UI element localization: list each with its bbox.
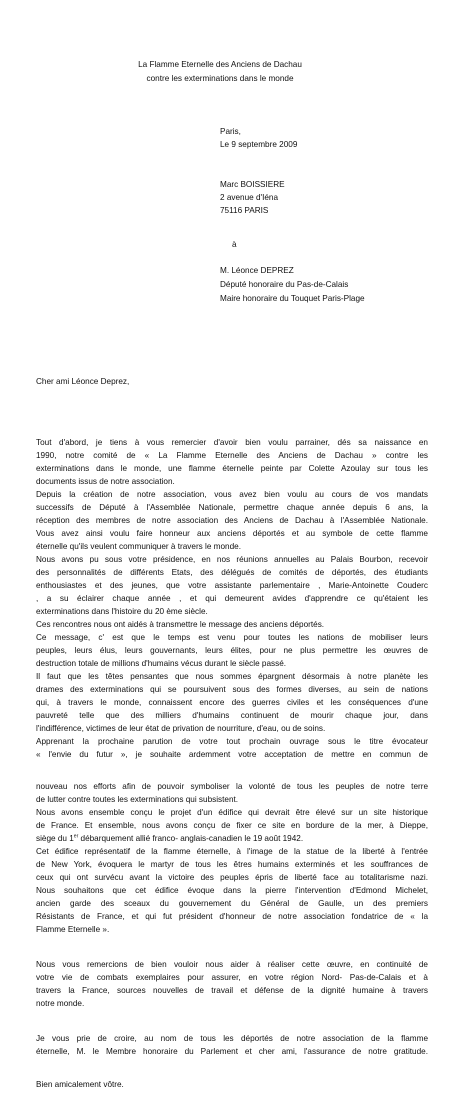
body-line: votre vie de combats exemplaires pour assurer, en votre région Nord- Pas-de-Calais et à [36,973,428,982]
body-line: Flamme Eternelle ». [36,925,110,934]
body-line: Il faut que les têtes pensantes que nous sommes épargnent désormais à notre planète les [36,672,428,681]
recipient-title-1: Député honoraire du Pas-de-Calais [220,280,349,289]
sup-text: er [73,833,79,840]
city: Paris, [220,127,241,136]
body-line: Ces rencontres nous ont aidés à transmettre le message des anciens déportés. [36,620,325,629]
body-line: successifs de Député à l'Assemblée Nationale, permettre chaque année depuis 6 ans, la [36,503,428,512]
body-line-superscript [36,832,428,845]
body-line: drames des exterminations qui se poursuivent sous des formes diverses, au sein de nations [36,685,428,694]
body-line: qui, à travers le monde, connaissent encore des guerres civiles et les conséquences d'une [36,698,428,707]
body-line: Tout d'abord, je tiens à vous remercier d'avoir bien voulu parrainer, dés sa naissance en [36,438,428,447]
body-line: Nous avons pu sous votre présidence, en nos réunions annuelles au Palais Bourbon, recevoir [36,555,428,564]
salutation: Cher ami Léonce Deprez, [36,377,130,386]
body-line: nouveau nos efforts afin de pouvoir symboliser la volonté de tous les peuples de notre terre [36,782,428,791]
sup-before: siège du 1 [36,834,74,843]
body-paragraphs-1 [36,436,428,761]
body-line: ceux qui ont survécu avant la victoire des peuples épris de liberté face au totalitarisme nazi. [36,873,428,882]
sender-address-2: 75116 PARIS [220,206,269,215]
body-paragraphs-3 [36,958,428,1010]
body-line: de lutter contre toutes les exterminations qui subsistent. [36,795,239,804]
body-line: réception des membres de notre association des Anciens de Dachau à l'Assemblée Nationale. [36,516,428,525]
body-line: travers la France, sources nouvelles de travail et défense de la dignité humaine à travers [36,986,428,995]
body-line: destruction totale de millions d'humains vécus durant le siècle passé. [36,659,287,668]
body-line: l'indifférence, victimes de leur état de privation de nourriture, d'eau, ou de soins. [36,724,326,733]
body-line: enthousiastes et des jeunes, que votre assistante parlementaire , Marie-Antoinette Couderc [36,581,428,590]
body-line: notre monde. [36,999,85,1008]
body-line: documents issus de notre association. [36,477,175,486]
body-line: Depuis la création de notre association, vous avez bien voulu au cours de vos mandats [36,490,428,499]
letterhead-line-1: La Flamme Eternelle des Anciens de Dachau [138,60,302,69]
body-line: 1990, notre comité de « La Flamme Eternelle des Anciens de Dachau » contre les [36,451,428,460]
body-line: éternelle qu'ils veulent communiquer à travers le monde. [36,542,241,551]
closing: Bien amicalement vôtre. [36,1080,124,1089]
letterhead-line-2: contre les exterminations dans le monde [146,74,294,83]
date: Le 9 septembre 2009 [220,140,298,149]
body-line: Résistants de France, et qui fut président d'honneur de notre association fondatrice de « la [36,912,428,921]
body-line: de France. Et ensemble, nous avons conçu de fixer ce site en bordure de la mer, à Dieppe, [36,821,428,830]
body-line: exterminations dans l'histoire du 20 ème siècle. [36,607,208,616]
body-line: Nous avons ensemble conçu le projet d'un édifice qui devrait être élevé sur un site historique [36,808,428,817]
body-paragraphs-4 [36,1032,428,1058]
body-line: pauvreté telle que des milliers d'humains continuent de mourir chaque jour, dans [36,711,428,720]
body-line: Cet édifice représentatif de la flamme éternelle, à l'image de la statue de la liberté à l'entrée [36,847,428,856]
body-line: éternelle, M. le Membre honoraire du Parlement et cher ami, l'assurance de notre gratitude. [36,1047,428,1056]
body-line: Apprenant la prochaine parution de votre tout prochain ouvrage sous le titre évocateur [36,737,428,746]
recipient-title-2: Maire honoraire du Touquet Paris-Plage [220,294,365,303]
body-line: Vous avez ainsi voulu faire honneur aux anciens déportés et au symbole de cette flamme [36,529,428,538]
sender-address-1: 2 avenue d'Iéna [220,193,279,202]
body-line: Nous souhaitons que cet édifice évoque dans la pierre l'intervention d'Edmond Michelet, [36,886,428,895]
body-paragraphs-2 [36,780,428,936]
sender-name: Marc BOISSIERE [220,180,285,189]
body-line: Je vous prie de croire, au nom de tous les déportés de notre association de la flamme [36,1034,428,1043]
body-line: exterminations dans le monde, une flamme éternelle peinte par Colette Azoulay sur tous les [36,464,428,473]
to-word: à [232,240,237,249]
body-line: de New York, évoquera le martyr de tous les êtres humains exterminés et les souffrances de [36,860,428,869]
body-line: « l'envie du futur », je souhaite ardemment votre acceptation de mettre en commun de [36,750,428,759]
body-line: ancien garde des sceaux du gouvernement du Général de Gaulle, un des premiers [36,899,428,908]
body-line: peuples, leurs élus, leurs gouvernants, leurs élites, pour ne plus permettre les œuvres de [36,646,428,655]
body-line: Ce message, c' est que le temps est venu pour toutes les nations de mobiliser leurs [36,633,428,642]
body-line: des personnalités de différents Etats, des délégués de comités de déportés, des étudiants [36,568,428,577]
sup-after: débarquement allié franco- anglais-canadien le 19 août 1942. [78,834,304,843]
body-line: , a su éclairer chaque année , et qui demeurent avides d'apprendre ce qu'étaient les [36,594,428,603]
body-line: Nous vous remercions de bien vouloir nous aider à réaliser cette œuvre, en continuité de [36,960,428,969]
recipient-name: M. Léonce DEPREZ [220,266,294,275]
